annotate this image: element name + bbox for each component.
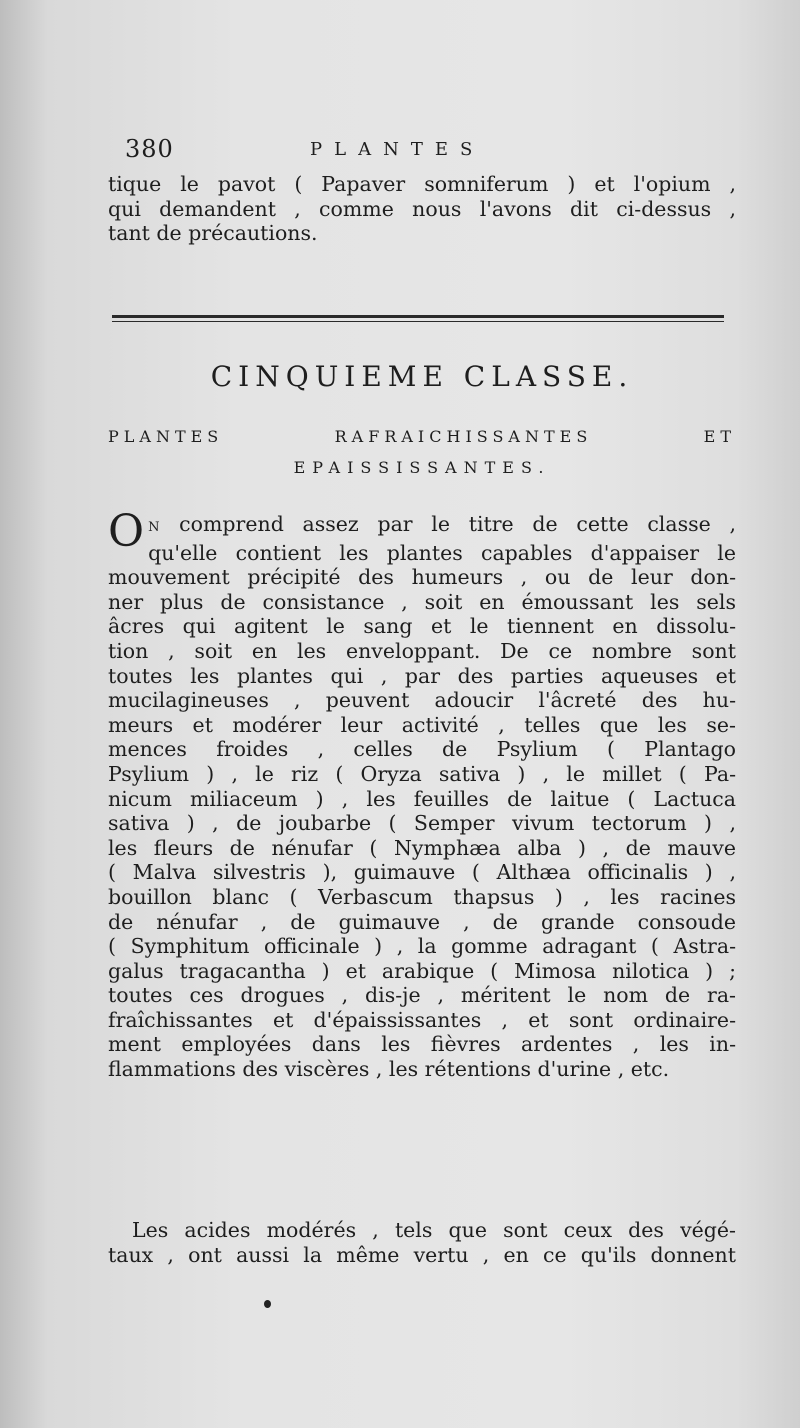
section-subtitle-line2: EPAISSISSANTES. (293, 458, 551, 477)
section-subtitle-line1: PLANTES RAFRAICHISSANTES ET (108, 427, 736, 446)
text-line: toutes les plantes qui , par des parties aqueuses et (108, 663, 736, 688)
text-line: flammations des viscères , les rétentions d'urine , etc. (108, 1057, 670, 1082)
section-title: CINQUIEME CLASSE. (210, 360, 634, 393)
paragraph-1 (108, 506, 736, 1082)
text-line: sativa ) , de joubarbe ( Semper vivum tectorum ) , (108, 811, 736, 836)
text-line: tique le pavot ( Papaver somniferum ) et l'opium , (108, 172, 736, 196)
small-caps: N (148, 520, 161, 535)
ink-dot (264, 1300, 271, 1308)
text-line: mucilagineuses , peuvent adoucir l'âcreté des hu- (108, 688, 736, 713)
running-head (105, 135, 725, 169)
text-line: tant de précautions. (108, 221, 318, 246)
running-title: PLANTES (310, 139, 485, 160)
text-line: toutes ces drogues , dis-je , méritent le nom de ra- (108, 983, 736, 1008)
text-line: mences froides , celles de Psylium ( Plantago (108, 737, 736, 762)
text-line: taux , ont aussi la même vertu , en ce qu'ils donnent (108, 1242, 736, 1267)
page-number: 380 (125, 135, 174, 163)
text-line: ment employées dans les fièvres ardentes , les in- (108, 1032, 736, 1057)
text-line: de nénufar , de guimauve , de grande consoude (108, 909, 736, 934)
continuation-text (108, 172, 736, 246)
text-line: âcres qui agitent le sang et le tiennent en dissolu- (108, 614, 736, 639)
text-line: ( Symphitum officinale ) , la gomme adragant ( Astra- (108, 934, 736, 959)
text-line: fraîchissantes et d'épaississantes , et sont ordinaire- (108, 1007, 736, 1032)
text-line: Les acides modérés , tels que sont ceux des végé- (132, 1218, 736, 1242)
text-line: qu'elle contient les plantes capables d'appaiser le (148, 540, 736, 565)
text-line: ( Malva silvestris ), guimauve ( Althæa officinalis ) , (108, 860, 736, 885)
section-divider-thin (112, 321, 724, 322)
section-divider-thick (112, 315, 724, 318)
text-line: les fleurs de nénufar ( Nymphæa alba ) , de mauve (108, 835, 736, 860)
text-line: mouvement précipité des humeurs , ou de leur don- (108, 565, 736, 590)
text-line: meurs et modérer leur activité , telles que les se- (108, 712, 736, 737)
first-line-text: comprend assez par le titre de cette classe , (160, 512, 736, 536)
text-line: ner plus de consistance , soit en émoussant les sels (108, 589, 736, 614)
text-line: tion , soit en les enveloppant. De ce nombre sont (108, 638, 736, 663)
drop-cap: O (108, 506, 145, 557)
text-line: nicum miliaceum ) , les feuilles de laitue ( Lactuca (108, 786, 736, 811)
text-line: Psylium ) , le riz ( Oryza sativa ) , le millet ( Pa- (108, 761, 736, 786)
paragraph-2 (108, 1218, 736, 1267)
text-line: galus tragacantha ) et arabique ( Mimosa nilotica ) ; (108, 958, 736, 983)
text-line: bouillon blanc ( Verbascum thapsus ) , les racines (108, 884, 736, 909)
text-line-first (108, 512, 736, 541)
text-line: qui demandent , comme nous l'avons dit ci-dessus , (108, 196, 736, 221)
